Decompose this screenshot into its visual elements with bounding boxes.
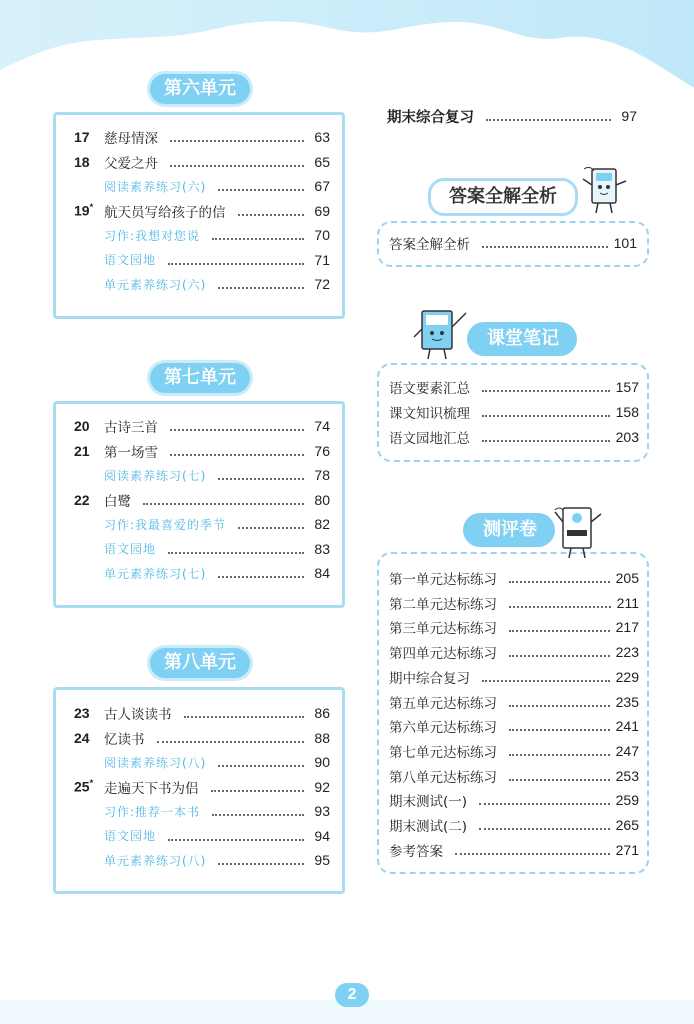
toc-title: 父爱之舟	[104, 155, 158, 172]
lesson-number	[74, 778, 104, 795]
page-number: 2	[347, 986, 357, 1003]
toc-row[interactable]	[74, 249, 330, 271]
leader-dots	[509, 581, 610, 583]
leader-dots	[479, 803, 610, 805]
toc-title: 期末测试(二)	[389, 819, 468, 835]
toc-row[interactable]	[74, 224, 330, 246]
toc-page-number: 67	[314, 178, 330, 194]
leader-dots	[482, 440, 610, 442]
toc-row[interactable]	[74, 849, 330, 871]
lesson-number	[74, 129, 104, 145]
toc-page-number: 92	[314, 778, 330, 795]
toc-row[interactable]	[74, 513, 330, 535]
toc-title: 习作:推荐一本书	[104, 804, 201, 819]
toc-page-number: 88	[314, 729, 330, 746]
leader-dots	[184, 716, 305, 718]
toc-page-number: 229	[615, 668, 639, 685]
toc-page-number: 84	[314, 565, 330, 581]
toc-page-number: 217	[615, 619, 639, 636]
toc-title: 古诗三首	[104, 420, 158, 436]
toc-row[interactable]	[74, 175, 330, 197]
leader-dots	[218, 576, 304, 578]
toc-row[interactable]	[74, 464, 330, 486]
toc-page-number: 101	[613, 235, 637, 251]
unit7-badge: 第七单元	[150, 363, 250, 393]
toc-row[interactable]	[389, 839, 639, 861]
toc-row[interactable]	[74, 126, 330, 148]
toc-title: 语文园地	[104, 542, 157, 556]
leader-dots	[486, 119, 611, 121]
toc-row[interactable]	[389, 641, 639, 663]
toc-page-number: 259	[615, 792, 639, 809]
lesson-number-text: 22	[74, 491, 90, 508]
final-review-row[interactable]	[387, 105, 637, 127]
toc-page-number: 86	[314, 705, 330, 721]
toc-page-number: 72	[314, 276, 330, 292]
lesson-number	[74, 443, 104, 459]
toc-page-number: 82	[314, 516, 330, 532]
toc-title: 古人谈读书	[104, 707, 172, 723]
toc-row[interactable]	[389, 232, 637, 254]
leader-dots	[218, 287, 304, 289]
toc-row[interactable]	[389, 567, 639, 589]
toc-page-number: 265	[615, 817, 639, 833]
toc-page-number: 93	[314, 803, 330, 819]
leader-dots	[218, 478, 304, 480]
toc-page-number: 65	[314, 153, 330, 170]
toc-title: 第二单元达标练习	[389, 596, 497, 613]
leader-dots	[168, 263, 304, 265]
leader-dots	[168, 552, 304, 554]
lesson-number	[74, 418, 104, 434]
toc-row[interactable]	[389, 666, 639, 688]
test-paper-mascot-icon	[553, 502, 603, 560]
toc-row[interactable]	[389, 715, 639, 737]
toc-row[interactable]	[389, 765, 639, 787]
toc-row[interactable]	[389, 426, 639, 448]
toc-page-number: 78	[314, 467, 330, 483]
answers-badge: 答案全解全析	[428, 178, 578, 216]
lesson-number	[74, 730, 104, 746]
leader-dots	[482, 246, 608, 248]
leader-dots	[509, 705, 610, 707]
toc-title: 语文要素汇总	[389, 381, 470, 397]
toc-title: 慈母情深	[104, 131, 158, 147]
leader-dots	[218, 863, 304, 865]
toc-title: 阅读素养练习(七)	[104, 468, 207, 483]
lesson-number	[74, 705, 104, 721]
toc-title: 期中综合复习	[389, 670, 470, 687]
toc-page-number: 70	[314, 227, 330, 243]
leader-dots	[482, 415, 610, 417]
lesson-number-text: 21	[74, 442, 90, 459]
lesson-number-text: 19	[74, 202, 90, 219]
toc-title: 第四单元达标练习	[389, 646, 497, 663]
toc-title: 忆读书	[104, 731, 145, 748]
toc-title: 语文园地	[104, 253, 157, 267]
leader-dots	[509, 729, 610, 731]
toc-page-number: 94	[314, 827, 330, 844]
optional-lesson-star: *	[89, 778, 94, 789]
leader-dots	[212, 238, 304, 240]
leader-dots	[170, 454, 304, 456]
page-number-badge	[335, 983, 369, 1007]
leader-dots	[168, 839, 304, 841]
toc-title: 课文知识梳理	[389, 406, 470, 422]
leader-dots	[509, 779, 610, 781]
toc-title: 第一场雪	[104, 444, 158, 461]
toc-title: 航天员写给孩子的信	[104, 204, 226, 221]
toc-row[interactable]	[74, 825, 330, 847]
toc-title: 走遍天下书为侣	[104, 780, 199, 797]
toc-page-number: 74	[314, 418, 330, 434]
toc-row[interactable]	[74, 200, 330, 222]
leader-dots	[455, 853, 610, 855]
unit8-badge: 第八单元	[150, 648, 250, 678]
optional-lesson-star: *	[89, 202, 94, 213]
toc-page-number: 223	[615, 644, 639, 661]
toc-title: 第三单元达标练习	[389, 621, 497, 638]
toc-title: 习作:我最喜爱的季节	[104, 517, 227, 532]
unit6-badge: 第六单元	[150, 74, 250, 104]
toc-title: 单元素养练习(六)	[104, 277, 207, 292]
toc-title: 期末测试(一)	[389, 794, 468, 811]
toc-row[interactable]	[74, 151, 330, 173]
toc-page-number: 271	[615, 841, 639, 858]
final-review-page: 97	[621, 108, 637, 124]
leader-dots	[212, 814, 304, 816]
leader-dots	[482, 390, 610, 392]
toc-page-number: 203	[615, 429, 639, 445]
toc-page-number: 90	[314, 754, 330, 770]
leader-dots	[482, 680, 610, 682]
toc-title: 阅读素养练习(八)	[104, 755, 207, 770]
toc-row[interactable]	[389, 789, 639, 811]
leader-dots	[170, 165, 304, 167]
toc-row[interactable]	[389, 592, 639, 614]
toc-page-number: 95	[314, 852, 330, 868]
toc-row[interactable]	[74, 800, 330, 822]
toc-page-number: 205	[615, 570, 639, 586]
lesson-number-text: 24	[74, 729, 90, 746]
leader-dots	[143, 503, 304, 505]
leader-dots	[479, 828, 610, 830]
notes-badge: 课堂笔记	[467, 322, 577, 356]
toc-row[interactable]	[74, 489, 330, 511]
toc-row[interactable]	[389, 616, 639, 638]
toc-row[interactable]	[74, 440, 330, 462]
toc-row[interactable]	[74, 562, 330, 584]
toc-title: 单元素养练习(七)	[104, 566, 207, 581]
toc-row[interactable]	[389, 401, 639, 423]
toc-page-number: 235	[615, 693, 639, 710]
lesson-number	[74, 492, 104, 508]
toc-title: 第六单元达标练习	[389, 720, 497, 737]
leader-dots	[509, 606, 611, 608]
leader-dots	[218, 765, 304, 767]
toc-row[interactable]	[389, 376, 639, 398]
toc-page-number: 158	[615, 404, 639, 420]
lesson-number-text: 18	[74, 153, 90, 170]
toc-row[interactable]	[389, 740, 639, 762]
toc-page-number: 80	[314, 491, 330, 508]
lesson-number-text: 17	[74, 129, 90, 145]
toc-title: 答案全解全析	[389, 237, 470, 253]
toc-title: 第一单元达标练习	[389, 572, 497, 588]
toc-title: 第七单元达标练习	[389, 744, 497, 761]
lesson-number	[74, 154, 104, 170]
toc-row[interactable]	[74, 415, 330, 437]
toc-page-number: 76	[314, 442, 330, 459]
leader-dots	[218, 189, 304, 191]
toc-title: 习作:我想对您说	[104, 228, 201, 243]
leader-dots	[211, 790, 305, 792]
toc-page-number: 71	[314, 251, 330, 268]
final-review-title: 期末综合复习	[387, 109, 474, 126]
toc-page-number: 63	[314, 129, 330, 145]
lesson-number-text: 23	[74, 705, 90, 721]
toc-page-number: 253	[615, 767, 639, 784]
toc-title: 白鹭	[104, 493, 131, 510]
leader-dots	[509, 754, 610, 756]
leader-dots	[509, 655, 610, 657]
leader-dots	[170, 429, 304, 431]
toc-page-number: 247	[615, 742, 639, 759]
toc-row[interactable]	[74, 702, 330, 724]
toc-row[interactable]	[74, 273, 330, 295]
toc-title: 参考答案	[389, 843, 443, 860]
notebook-mascot-icon	[412, 305, 472, 365]
leader-dots	[170, 140, 304, 142]
toc-page-number: 211	[616, 594, 639, 611]
toc-title: 单元素养练习(八)	[104, 853, 207, 868]
toc-row[interactable]	[389, 691, 639, 713]
lesson-number-text: 25	[74, 778, 90, 795]
leader-dots	[238, 214, 305, 216]
toc-title: 语文园地汇总	[389, 431, 470, 447]
toc-page-number: 69	[314, 202, 330, 219]
toc-title: 第八单元达标练习	[389, 769, 497, 786]
toc-page-number: 157	[615, 379, 639, 395]
toc-title: 语文园地	[104, 829, 157, 843]
leader-dots	[238, 527, 304, 529]
tests-badge: 测评卷	[463, 513, 555, 547]
toc-title: 第五单元达标练习	[389, 695, 497, 712]
toc-page-number: 83	[314, 540, 330, 557]
toc-row[interactable]	[74, 776, 330, 798]
lesson-number	[74, 202, 104, 219]
lesson-number-text: 20	[74, 418, 90, 434]
leader-dots	[509, 630, 610, 632]
toc-row[interactable]	[74, 727, 330, 749]
toc-page-number: 241	[615, 718, 639, 735]
leader-dots	[157, 741, 305, 743]
toc-row[interactable]	[74, 751, 330, 773]
toc-title: 阅读素养练习(六)	[104, 179, 207, 194]
toc-row[interactable]	[389, 814, 639, 836]
toc-row[interactable]	[74, 538, 330, 560]
book-mascot-icon	[580, 165, 630, 217]
